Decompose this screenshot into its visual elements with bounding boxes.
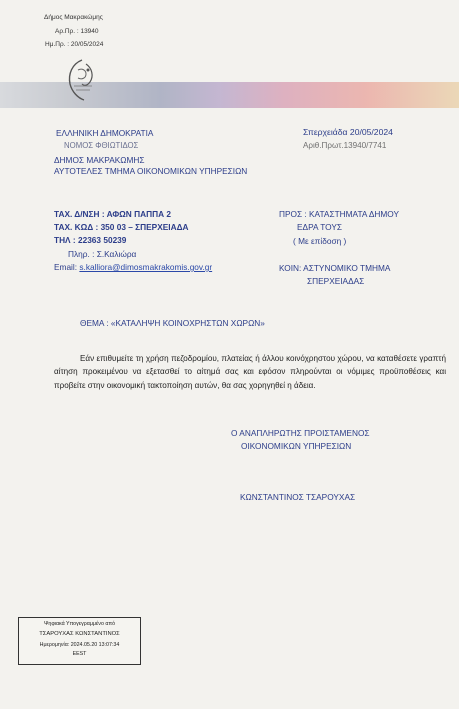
recipient-cc-city: ΣΠΕΡΧΕΙΑΔΑΣ [307, 276, 365, 286]
sender-department: ΑΥΤΟΤΕΛΕΣ ΤΜΗΜΑ ΟΙΚΟΝΟΜΙΚΩΝ ΥΠΗΡΕΣΙΩΝ [54, 166, 248, 176]
recipient-cc: ΚΟΙΝ: ΑΣΤΥΝΟΜΙΚΟ ΤΜΗΜΑ [279, 263, 391, 273]
protocol-number: Αριθ.Πρωτ.13940/7741 [303, 141, 387, 150]
contact-address: ΤΑΧ. Δ/ΝΣΗ : ΑΦΩΝ ΠΑΠΠΑ 2 [54, 209, 171, 219]
municipality-emblem-icon [60, 56, 104, 104]
signatory-title: Ο ΑΝΑΠΛΗΡΩΤΗΣ ΠΡΟΙΣΤΑΜΕΝΟΣ [231, 428, 370, 438]
email-link[interactable]: s.kalliora@dimosmakrakomis.gov.gr [79, 262, 213, 272]
place-date: Σπερχειάδα 20/05/2024 [303, 127, 393, 137]
contact-email-row [54, 262, 212, 272]
contact-postal-code: ΤΑΧ. ΚΩΔ : 350 03 – ΣΠΕΡΧΕΙΑΔΑ [54, 222, 189, 232]
recipient-seat: ΕΔΡΑ ΤΟΥΣ [297, 222, 342, 232]
digital-signature-timezone: EEST [72, 651, 87, 657]
email-label: Email: [54, 262, 78, 272]
sender-republic: ΕΛΛΗΝΙΚΗ ΔΗΜΟΚΡΑΤΙΑ [56, 128, 154, 138]
digital-signature-label: Ψηφιακά Υπογεγραμμένο από [43, 621, 116, 627]
contact-phone: ΤΗΛ : 22363 50239 [54, 235, 127, 245]
recipient-to: ΠΡΟΣ : ΚΑΤΑΣΤΗΜΑΤΑ ΔΗΜΟΥ [279, 209, 400, 219]
ref-protocol-number: Αρ.Πρ. : 13940 [55, 28, 99, 35]
ref-municipality: Δήμος Μακρακώμης [44, 14, 103, 21]
letter-body [54, 352, 446, 392]
digital-signature-box [18, 617, 141, 665]
sender-municipality: ΔΗΜΟΣ ΜΑΚΡΑΚΩΜΗΣ [54, 155, 145, 165]
digital-signature-date: Ημερομηνία: 2024.05.20 13:07:34 [39, 642, 120, 648]
digital-signature-signer: ΤΣΑΡΟΥΧΑΣ ΚΩΝΣΤΑΝΤΙΝΟΣ [39, 631, 120, 637]
body-paragraph: Εάν επιθυμείτε τη χρήση πεζοδρομίου, πλατείας ή άλλου κοινόχρηστου χώρου, να καταθέσετε γραπτή αίτηση προκειμένου να εξετασθεί το αίτημά σας και εφόσον πληρούνται οι νόμιμες προϋποθέσεις και προβείτε στην οικονομική τακτοποίηση αυτών, θα σας χορηγηθεί η άδεια. [54, 354, 446, 390]
recipient-delivery: ( Με επίδοση ) [293, 236, 347, 246]
signatory-department: ΟΙΚΟΝΟΜΙΚΩΝ ΥΠΗΡΕΣΙΩΝ [241, 441, 352, 451]
ref-protocol-date: Ημ.Πρ. : 20/05/2024 [45, 41, 104, 48]
signatory-name: ΚΩΝΣΤΑΝΤΙΝΟΣ ΤΣΑΡΟΥΧΑΣ [240, 492, 356, 502]
letter-subject: ΘΕΜΑ : «ΚΑΤΑΛΗΨΗ ΚΟΙΝΟΧΡΗΣΤΩΝ ΧΩΡΩΝ» [80, 318, 265, 328]
contact-info: Πληρ. : Σ.Καλιώρα [68, 249, 137, 259]
sender-prefecture: ΝΟΜΟΣ ΦΘΙΩΤΙΔΟΣ [64, 141, 139, 150]
